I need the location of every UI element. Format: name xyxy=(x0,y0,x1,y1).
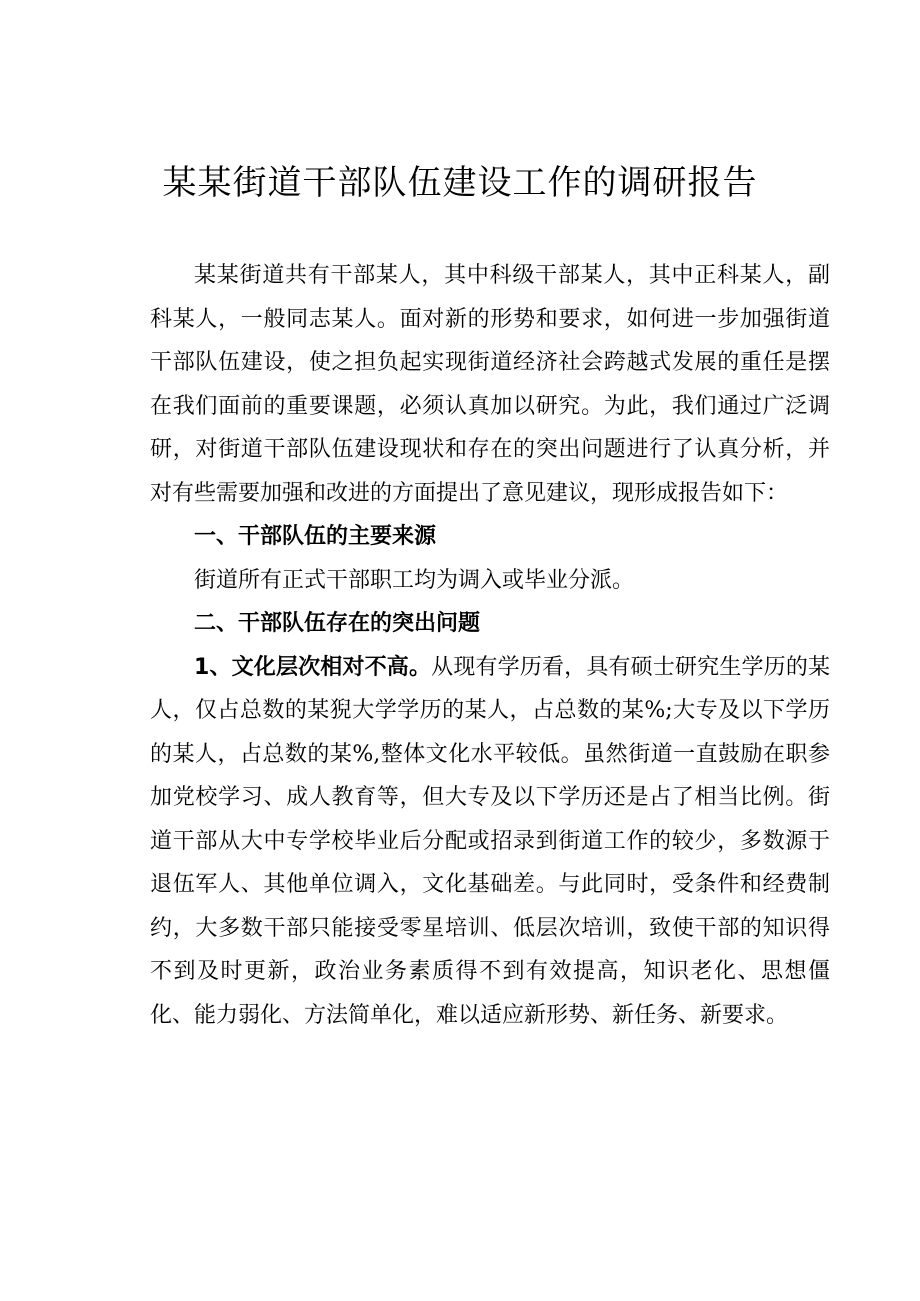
section-1-heading: 一、干部队伍的主要来源 xyxy=(194,524,437,549)
section-2-item-1-lead: 1、文化层次相对不高。 xyxy=(194,654,432,680)
section-1-paragraph: 街道所有正式干部职工均为调入或毕业分派。 xyxy=(194,567,635,593)
section-2-item-1-text: 从现有学历看，具有硕士研究生学历的某人，仅占总数的某猊大学学历的某人，占总数的某%;大专及以下学历的某人，占总数的某%,整体文化水平较低。虽然街道一直鼓励在职参加党校学习、成人教育等，但大专及以下学历还是占了相当比例。街道干部从大中专学校毕业后分配或招录到街道工作的较少，多数源于退伍军人、其他单位调入，文化基础差。与此同时，受条件和经费制约，大多数干部只能接受零星培训、低层次培训，致使干部的知识得不到及时更新，政治业务素质得不到有效提高，知识老化、思想僵化、能力弱化、方法简单化，难以适应新形势、新任务、新要求。 xyxy=(150,654,830,1028)
section-2-heading: 二、干部队伍存在的突出问题 xyxy=(194,611,481,636)
document-title: 某某街道干部队伍建设工作的调研报告 xyxy=(162,163,758,203)
intro-paragraph: 某某街道共有干部某人，其中科级干部某人，其中正科某人，副科某人，一般同志某人。面对新的形势和要求，如何进一步加强街道干部队伍建设，使之担负起实现街道经济社会跨越式发展的重任是摆在我们面前的重要课题，必须认真加以研究。为此，我们通过广泛调研，对街道干部队伍建设现状和存在的突出问题进行了认真分析，并对有些需要加强和改进的方面提出了意见建议，现形成报告如下： xyxy=(150,263,830,506)
section-2-item-1-paragraph xyxy=(150,646,830,1038)
document-body xyxy=(150,254,830,1037)
